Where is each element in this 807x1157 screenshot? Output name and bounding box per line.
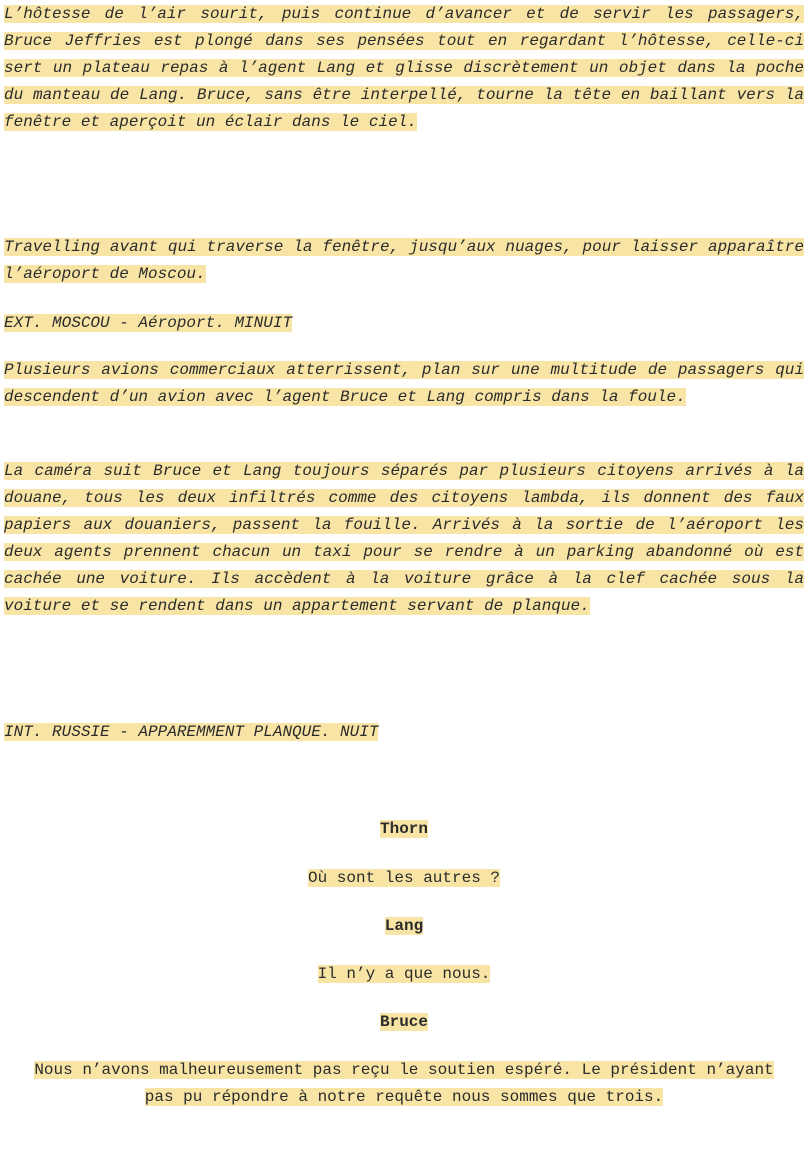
- action-paragraph-2: [4, 234, 804, 288]
- action-text: Plusieurs avions commerciaux atterrissent, plan sur une multitude de passagers qui descendent d’un avion avec l’agent Bruce et Lang compris dans la foule.: [4, 361, 804, 406]
- character-name: Bruce: [379, 1013, 428, 1031]
- character-name-thorn: [4, 816, 804, 843]
- action-paragraph-1: [4, 1, 804, 136]
- dialogue-line-bruce: [24, 1057, 784, 1111]
- character-name: Lang: [384, 917, 424, 935]
- dialogue-line-thorn: [4, 865, 804, 892]
- dialogue-line-lang: [4, 961, 804, 988]
- dialogue-text: Il n’y a que nous.: [317, 965, 491, 983]
- action-text: La caméra suit Bruce et Lang toujours séparés par plusieurs citoyens arrivés à la douane, tous les deux infiltrés comme des citoyens lambda, ils donnent des faux papiers aux douaniers, passent la fouille. Arrivés à la sortie de l’aéroport les deux agents prennent chacun un taxi pour se rendre à un parking abandonné où est cachée une voiture. Ils accèdent à la voiture grâce à la clef cachée sous la voiture et se rendent dans un appartement servant de planque.: [4, 462, 804, 615]
- character-name: Thorn: [379, 820, 428, 838]
- scene-heading-2: [4, 719, 804, 746]
- scene-heading-text: EXT. MOSCOU - Aéroport. MINUIT: [4, 314, 293, 332]
- action-paragraph-3: [4, 357, 804, 411]
- action-paragraph-4: [4, 458, 804, 620]
- dialogue-text: Nous n’avons malheureusement pas reçu le soutien espéré. Le président n’ayant pas pu répondre à notre requête nous sommes que trois.: [34, 1061, 774, 1106]
- dialogue-text: Où sont les autres ?: [307, 869, 501, 887]
- character-name-lang: [4, 913, 804, 940]
- action-text: L’hôtesse de l’air sourit, puis continue d’avancer et de servir les passagers, Bruce Jeffries est plongé dans ses pensées tout en regardant l’hôtesse, celle-ci sert un plateau repas à l’agent Lang et glisse discrètement un objet dans la poche du manteau de Lang. Bruce, sans être interpellé, tourne la tête en baillant vers la fenêtre et aperçoit un éclair dans le ciel.: [4, 5, 804, 131]
- character-name-bruce: [4, 1009, 804, 1036]
- action-text: Travelling avant qui traverse la fenêtre, jusqu’aux nuages, pour laisser apparaître l’aéroport de Moscou.: [4, 238, 804, 283]
- scene-heading-text: INT. RUSSIE - APPAREMMENT PLANQUE. NUIT: [4, 723, 379, 741]
- scene-heading-1: [4, 310, 804, 337]
